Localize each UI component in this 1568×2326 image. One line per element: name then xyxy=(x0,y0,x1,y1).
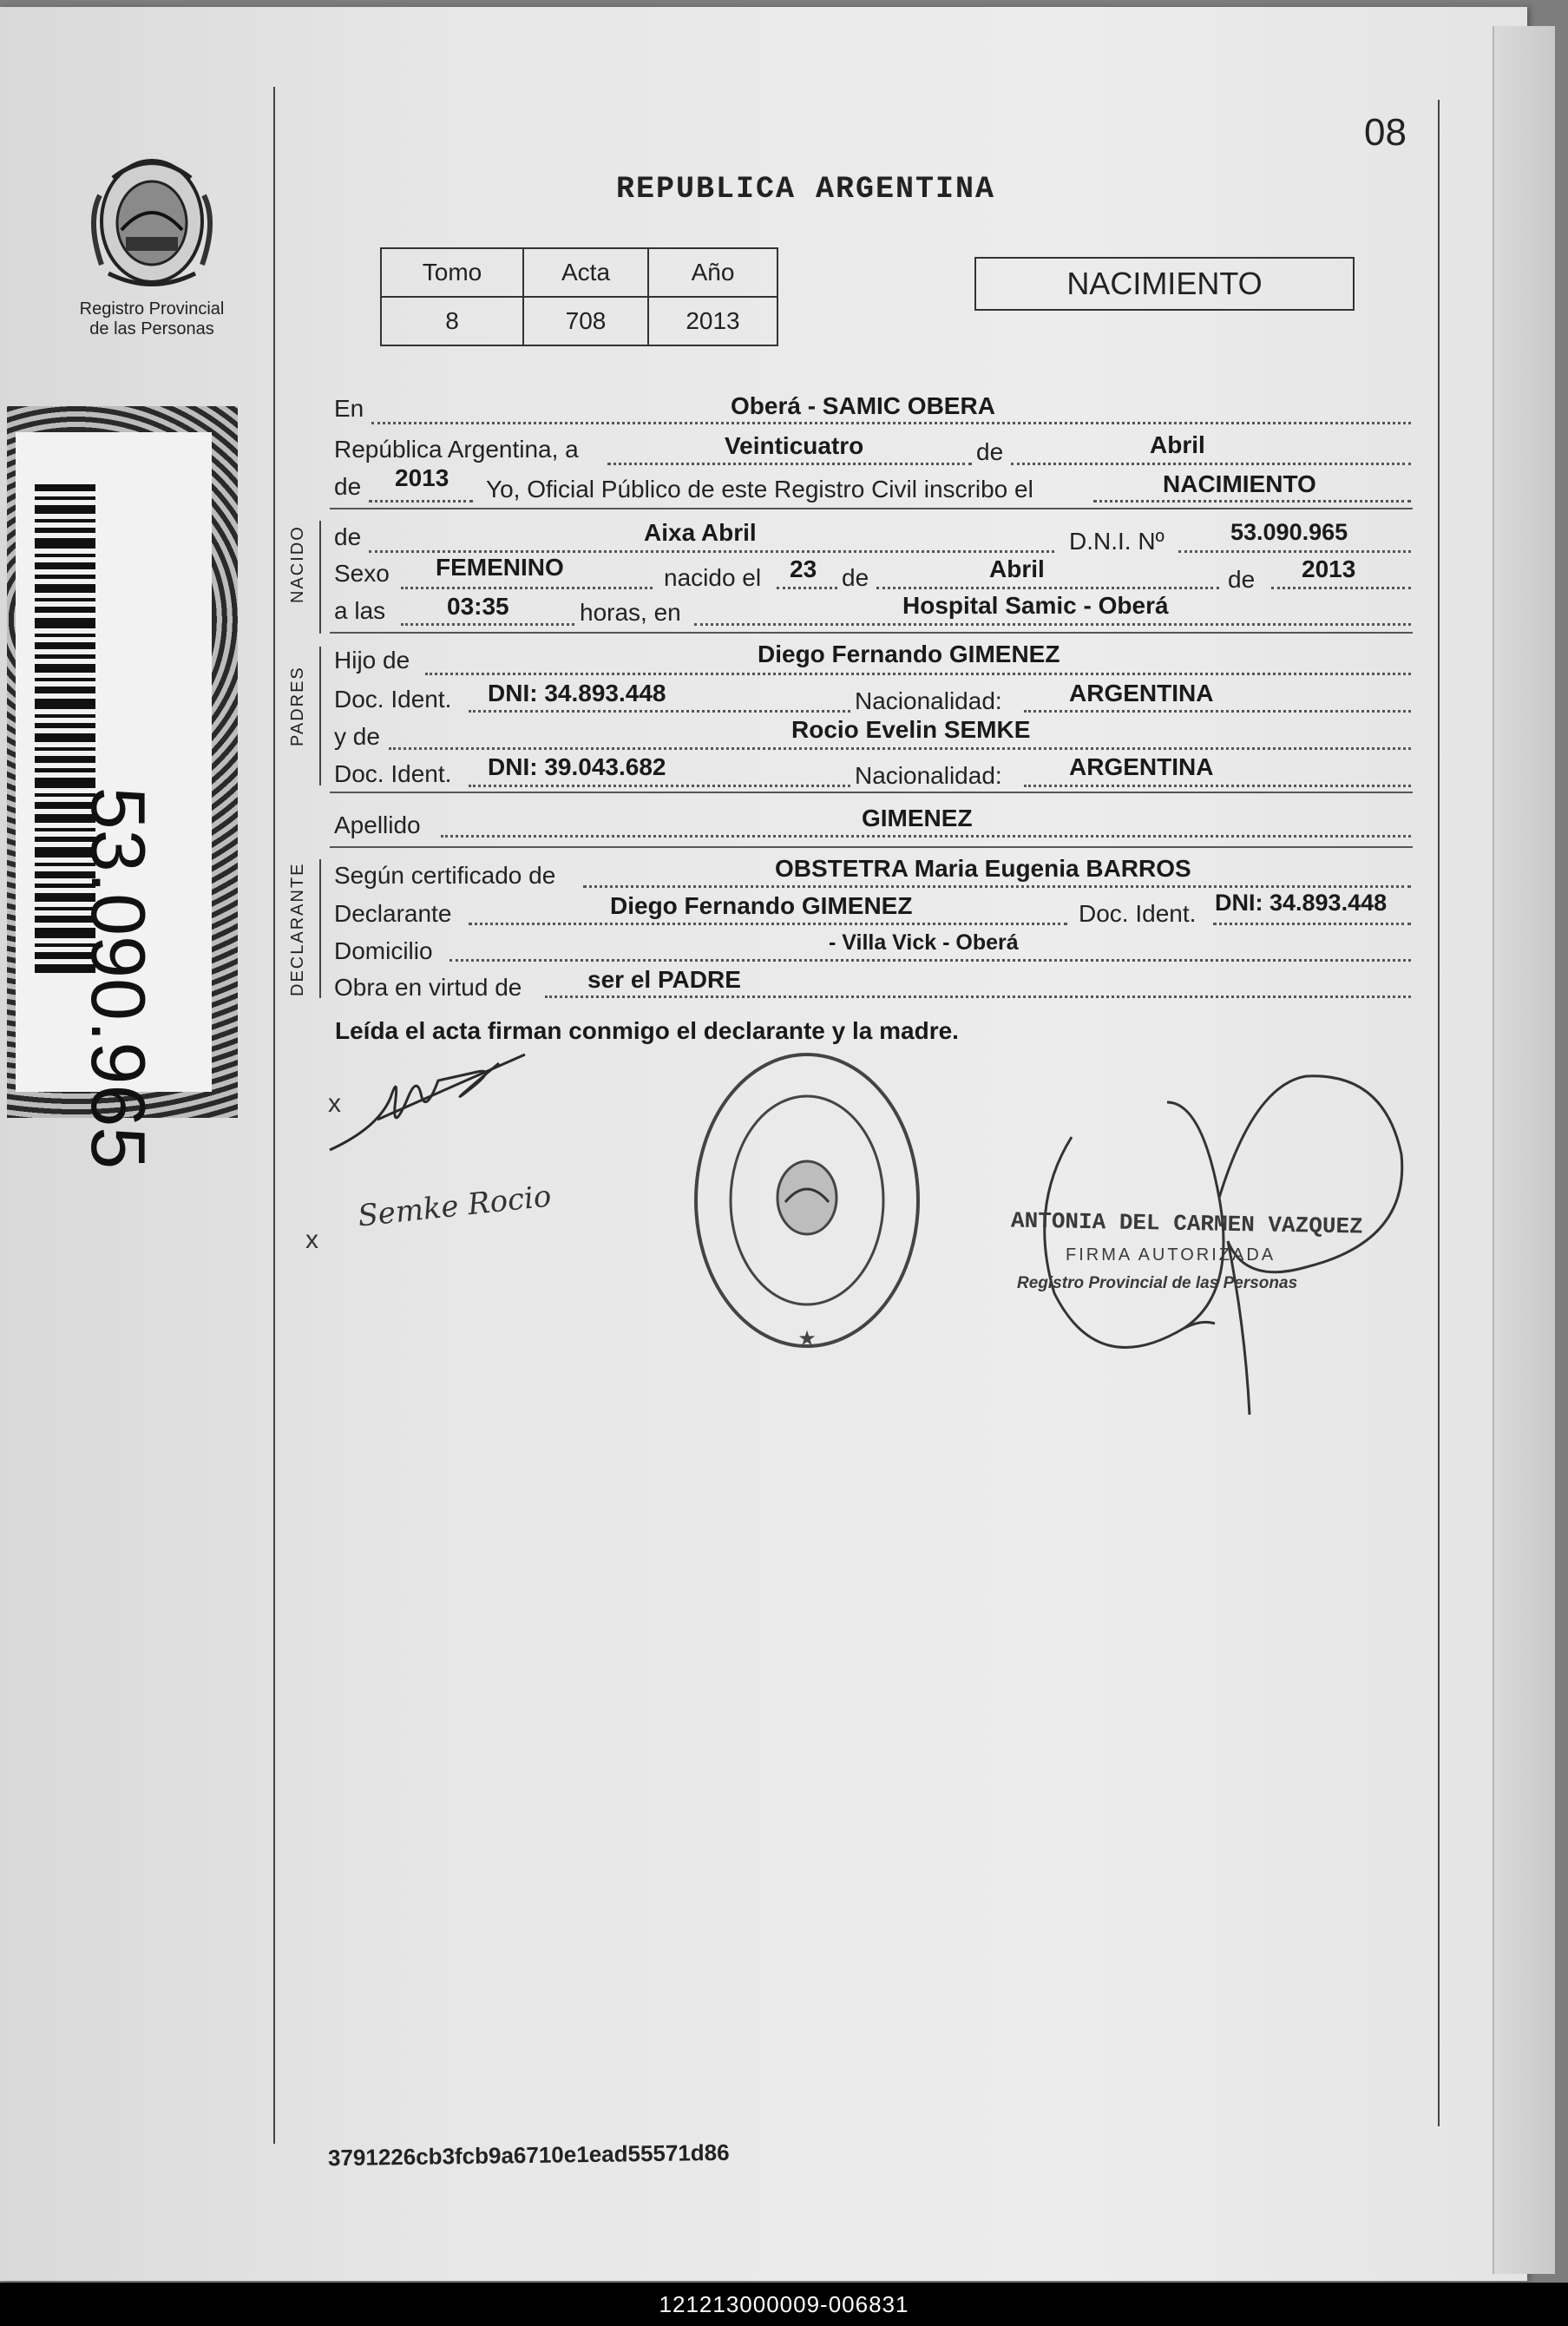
left-margin-rule xyxy=(273,87,275,2144)
dotted-line xyxy=(694,623,1411,626)
dotted-line xyxy=(876,587,1219,589)
dotted-line xyxy=(425,673,1411,675)
dotted-line xyxy=(469,923,1067,925)
obra-value: ser el PADRE xyxy=(587,966,741,993)
official-registry: Registro Provincial de las Personas xyxy=(1017,1274,1298,1292)
nacido-de-month-label: de xyxy=(842,564,869,591)
document-hash: 3791226cb3fcb9a6710e1ead55571d86 xyxy=(327,2139,730,2172)
dotted-line xyxy=(1271,587,1411,589)
alas-label: a las xyxy=(334,597,386,624)
page-edge xyxy=(1493,26,1555,2274)
dotted-line xyxy=(469,710,850,713)
birth-year-value: 2013 xyxy=(1302,555,1356,582)
country-title: REPUBLICA ARGENTINA xyxy=(616,172,996,207)
footer-id: 121213000009-006831 xyxy=(0,2283,1568,2326)
dotted-line xyxy=(1178,550,1411,553)
birth-month-value: Abril xyxy=(989,555,1045,582)
hijo-de-label: Hijo de xyxy=(334,647,410,673)
tomo-acta-table xyxy=(380,247,778,346)
dotted-line xyxy=(469,785,850,787)
declarante-value: Diego Fernando GIMENEZ xyxy=(610,892,913,919)
dotted-line xyxy=(369,500,473,503)
dotted-line xyxy=(449,959,1411,962)
year-value: 2013 xyxy=(395,464,449,491)
dotted-line xyxy=(389,747,1411,750)
section-divider xyxy=(330,792,1413,793)
anio-header: Año xyxy=(648,248,777,297)
dotted-line xyxy=(583,885,1411,888)
section-rule xyxy=(319,647,321,785)
mother-nacionalidad-value: ARGENTINA xyxy=(1069,753,1214,780)
en-label: En xyxy=(334,395,364,422)
dotted-line xyxy=(1213,923,1411,925)
declarante-section-label: DECLARANTE xyxy=(288,862,307,996)
dotted-line xyxy=(441,835,1411,838)
dotted-line xyxy=(401,623,574,626)
right-margin-rule xyxy=(1438,100,1440,2126)
anio-value: 2013 xyxy=(648,297,777,345)
month-value: Abril xyxy=(1150,431,1205,458)
mother-doc-label: Doc. Ident. xyxy=(334,760,452,787)
child-dni-value: 53.090.965 xyxy=(1230,519,1348,545)
domicilio-value: - Villa Vick - Oberá xyxy=(829,930,1019,955)
child-name-value: Aixa Abril xyxy=(644,519,757,546)
section-divider xyxy=(330,632,1413,634)
inscribo-value: NACIMIENTO xyxy=(1163,470,1316,497)
birth-time-value: 03:35 xyxy=(447,593,509,620)
signature-mark: x xyxy=(328,1089,341,1118)
signature-mark: x xyxy=(305,1225,318,1254)
en-value: Oberá - SAMIC OBERA xyxy=(731,392,995,419)
section-rule xyxy=(319,521,321,634)
father-nacionalidad-value: ARGENTINA xyxy=(1069,680,1214,706)
y-de-label: y de xyxy=(334,723,380,750)
section-rule xyxy=(319,859,321,998)
tomo-header: Tomo xyxy=(381,248,523,297)
section-divider xyxy=(330,508,1413,509)
section-divider xyxy=(330,846,1413,848)
mother-signature: Semke Rocio xyxy=(356,1179,554,1234)
mother-name-value: Rocio Evelin SEMKE xyxy=(791,716,1031,743)
sexo-value: FEMENINO xyxy=(436,554,564,581)
de-label: de xyxy=(976,438,1004,465)
declarant-signature-icon xyxy=(325,1046,534,1159)
dotted-line xyxy=(777,587,837,589)
birth-place-value: Hospital Samic - Oberá xyxy=(902,592,1169,619)
horas-label: horas, en xyxy=(580,599,681,626)
father-doc-label: Doc. Ident. xyxy=(334,686,452,713)
dotted-line xyxy=(369,550,1054,553)
dotted-line xyxy=(1093,500,1411,503)
domicilio-label: Domicilio xyxy=(334,937,433,964)
certificado-label: Según certificado de xyxy=(334,862,556,889)
dotted-line xyxy=(545,995,1411,998)
father-dni-value: DNI: 34.893.448 xyxy=(488,680,666,706)
official-role: FIRMA AUTORIZADA xyxy=(1066,1245,1276,1265)
dotted-line xyxy=(607,463,972,465)
barcode-label xyxy=(16,432,212,1170)
dotted-line xyxy=(1011,463,1411,465)
dotted-line xyxy=(401,587,653,589)
de-year-label: de xyxy=(334,473,362,500)
svg-text:★: ★ xyxy=(797,1327,817,1350)
certificado-value: OBSTETRA Maria Eugenia BARROS xyxy=(775,855,1191,882)
declarante-dni-value: DNI: 34.893.448 xyxy=(1215,890,1388,916)
nacido-de-year-label: de xyxy=(1228,566,1256,593)
republica-label: República Argentina, a xyxy=(334,436,579,463)
barcode-panel xyxy=(7,406,238,1170)
dni-label: D.N.I. Nº xyxy=(1069,528,1165,555)
dotted-line xyxy=(371,422,1411,424)
inscribo-label: Yo, Oficial Público de este Registro Civil inscribo el xyxy=(486,476,1033,503)
apellido-label: Apellido xyxy=(334,811,421,838)
declarante-label: Declarante xyxy=(334,900,452,927)
sexo-label: Sexo xyxy=(334,560,390,587)
declarante-doc-label: Doc. Ident. xyxy=(1079,900,1197,927)
acta-header: Acta xyxy=(523,248,648,297)
acta-value: 708 xyxy=(523,297,648,345)
official-name: ANTONIA DEL CARMEN VAZQUEZ xyxy=(1010,1207,1363,1240)
dotted-line xyxy=(1024,785,1411,787)
registry-name-line2: de las Personas xyxy=(89,319,214,338)
apellido-value: GIMENEZ xyxy=(862,805,973,831)
registry-seal-icon xyxy=(82,143,221,299)
dotted-line xyxy=(1024,710,1411,713)
act-type-box: NACIMIENTO xyxy=(974,257,1355,311)
mother-dni-value: DNI: 39.043.682 xyxy=(488,753,666,780)
birth-day-value: 23 xyxy=(790,555,817,582)
registry-stamp-icon xyxy=(690,1046,924,1358)
folio-number: 08 xyxy=(1364,111,1407,154)
tomo-value: 8 xyxy=(381,297,523,345)
padres-section-label: PADRES xyxy=(288,666,307,746)
nacido-de-label: de xyxy=(334,523,362,550)
mother-nacionalidad-label: Nacionalidad: xyxy=(855,762,1002,789)
obra-label: Obra en virtud de xyxy=(334,974,522,1001)
read-statement: Leída el acta firman conmigo el declarante y la madre. xyxy=(335,1017,959,1044)
barcode-number: 53.090.965 xyxy=(75,786,161,1170)
registry-name-line1: Registro Provincial xyxy=(79,299,225,319)
father-nacionalidad-label: Nacionalidad: xyxy=(855,687,1002,714)
nacido-el-label: nacido el xyxy=(664,564,762,591)
father-name-value: Diego Fernando GIMENEZ xyxy=(758,641,1060,667)
day-value: Veinticuatro xyxy=(725,432,864,459)
nacido-section-label: NACIDO xyxy=(288,525,307,603)
